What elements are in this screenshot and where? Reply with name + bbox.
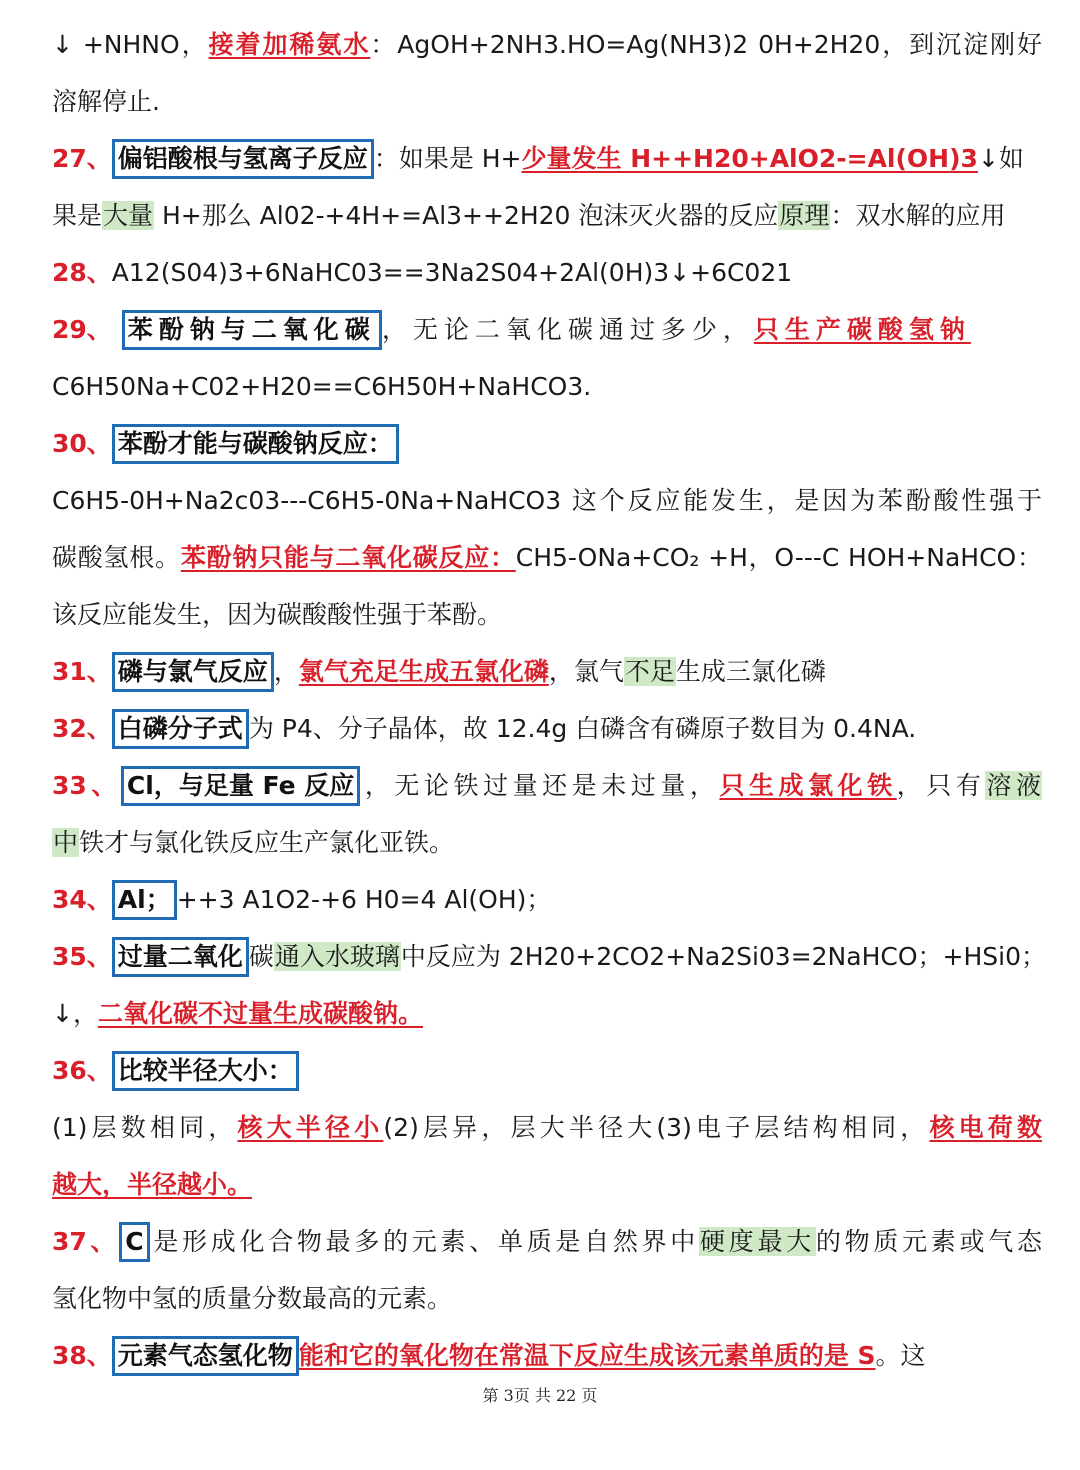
emphasis-text: 少量发生 H++H20+AlO2-=Al(OH)3 bbox=[521, 144, 978, 173]
emphasis-text: 苯酚钠只能与二氧化碳反应： bbox=[180, 543, 516, 572]
item-35: 35、 过量二氧化 碳通入水玻璃中反应为 2H20+2CO2+Na2Si03=2NaHCO；+HSi0； bbox=[52, 937, 1042, 977]
boxed-heading: 元素气态氢化物 bbox=[112, 1336, 299, 1376]
highlight-text: 硬度最大 bbox=[700, 1227, 815, 1256]
highlight-text: 通入水玻璃 bbox=[274, 942, 400, 971]
item-37: 37、 C 是形成化合物最多的元素、单质是自然界中硬度最大的物质元素或气态 bbox=[52, 1222, 1042, 1262]
boxed-heading: 苯酚才能与碳酸钠反应： bbox=[112, 424, 399, 464]
highlight-text: 大量 bbox=[103, 201, 154, 230]
item-number: 29、 bbox=[52, 315, 112, 344]
item-36 bbox=[52, 1051, 1042, 1091]
emphasis-text: 只生成氯化铁 bbox=[719, 771, 897, 800]
boxed-heading: Cl，与足量 Fe 反应 bbox=[121, 766, 360, 806]
boxed-heading: 偏铝酸根与氢离子反应 bbox=[112, 139, 374, 179]
item-number: 27、 bbox=[52, 144, 112, 173]
item-number: 36、 bbox=[52, 1056, 112, 1085]
emphasis-text: 能和它的氧化物在常温下反应生成该元素单质的是 S bbox=[298, 1341, 876, 1370]
item-number: 34、 bbox=[52, 885, 112, 914]
item-number: 33、 bbox=[52, 771, 121, 800]
emphasis-text: 只生产碳酸氢钠 bbox=[753, 315, 971, 344]
item-29: 29、 苯酚钠与二氧化碳 ，无论二氧化碳通过多少，只生产碳酸氢钠 bbox=[52, 310, 1042, 350]
boxed-heading: 比较半径大小： bbox=[112, 1051, 299, 1091]
boxed-heading: 过量二氧化 bbox=[112, 937, 249, 977]
item-number: 31、 bbox=[52, 657, 112, 686]
emphasis-text: 氯气充足生成五氯化磷 bbox=[298, 657, 549, 686]
item-number: 35、 bbox=[52, 942, 112, 971]
item-30 bbox=[52, 424, 1042, 464]
text-line: 该反应能发生，因为碳酸酸性强于苯酚。 bbox=[52, 600, 503, 629]
text-line: C6H50Na+C02+H20==C6H50H+NaHCO3. bbox=[52, 372, 592, 401]
boxed-heading: 苯酚钠与二氧化碳 bbox=[122, 310, 382, 350]
item-34: 34、 Al； ++3 A1O2-+6 H0=4 Al(OH)； bbox=[52, 880, 1042, 920]
text-line: 氢化物中氢的质量分数最高的元素。 bbox=[52, 1284, 453, 1313]
page-footer: 第 3页 共 22 页 bbox=[482, 1386, 598, 1405]
item-number: 32、 bbox=[52, 714, 112, 743]
item-number: 38、 bbox=[52, 1341, 112, 1370]
emphasis-text: 二氧化碳不过量生成碳酸钠。 bbox=[97, 999, 423, 1028]
text-line: 中铁才与氯化铁反应生产氯化亚铁。 bbox=[53, 828, 455, 857]
item-38: 38、 元素气态氢化物 能和它的氧化物在常温下反应生成该元素单质的是 S。这 bbox=[52, 1336, 1042, 1376]
text-line: 果是大量 H+那么 Al02-+4H+=Al3++2H20 泡沫灭火器的反应原理：双水解的应用 bbox=[52, 201, 1006, 230]
text-line: 溶解停止. bbox=[52, 87, 160, 116]
text-line: ↓，二氧化碳不过量生成碳酸钠。 bbox=[52, 999, 423, 1028]
text-line: 碳酸氢根。苯酚钠只能与二氧化碳反应：CH5-ONa+CO₂ +H，O---C HOH+NaHCO： bbox=[52, 543, 1042, 572]
highlight-text: 溶液 bbox=[986, 771, 1041, 800]
emphasis-text: 核电荷数 bbox=[929, 1113, 1042, 1142]
emphasis-text: 越大，半径越小。 bbox=[52, 1170, 253, 1199]
boxed-heading: Al； bbox=[112, 880, 177, 920]
item-number: 37、 bbox=[52, 1227, 120, 1256]
item-number: 28、 bbox=[52, 258, 112, 287]
text-line: (1)层数相同，核大半径小(2)层异，层大半径大(3)电子层结构相同，核电荷数 bbox=[52, 1113, 1042, 1142]
emphasis-text: 核大半径小 bbox=[237, 1113, 384, 1142]
item-27: 27、 偏铝酸根与氢离子反应 ：如果是 H+少量发生 H++H20+AlO2-=Al(OH)3↓如 bbox=[52, 139, 1042, 179]
highlight-text: 原理 bbox=[779, 201, 830, 230]
boxed-heading: C bbox=[119, 1222, 149, 1262]
item-32: 32、 白磷分子式 为 P4、分子晶体，故 12.4g 白磷含有磷原子数目为 0.4NA. bbox=[52, 709, 1042, 749]
item-number: 30、 bbox=[52, 429, 112, 458]
item-28: 28、A12(S04)3+6NaHC03==3Na2S04+2Al(0H)3↓+6C021 bbox=[52, 258, 793, 287]
item-33: 33、 Cl，与足量 Fe 反应 ，无论铁过量还是未过量，只生成氯化铁，只有溶液 bbox=[52, 766, 1042, 806]
highlight-text: 不足 bbox=[624, 657, 675, 686]
highlight-text: 中 bbox=[53, 828, 79, 857]
item-31: 31、 磷与氯气反应 ，氯气充足生成五氯化磷，氯气不足生成三氯化磷 bbox=[52, 652, 1042, 692]
text-line: C6H5-0H+Na2c03---C6H5-0Na+NaHCO3 这个反应能发生，是因为苯酚酸性强于 bbox=[52, 486, 1042, 515]
boxed-heading: 白磷分子式 bbox=[112, 709, 249, 749]
emphasis-text: 接着加稀氨水 bbox=[208, 30, 371, 59]
boxed-heading: 磷与氯气反应 bbox=[112, 652, 274, 692]
text-line bbox=[52, 1165, 1042, 1205]
text-line: ↓ +NHNO，接着加稀氨水：AgOH+2NH3.HO=Ag(NH3)2 0H+2H20，到沉淀刚好 bbox=[52, 30, 1042, 59]
